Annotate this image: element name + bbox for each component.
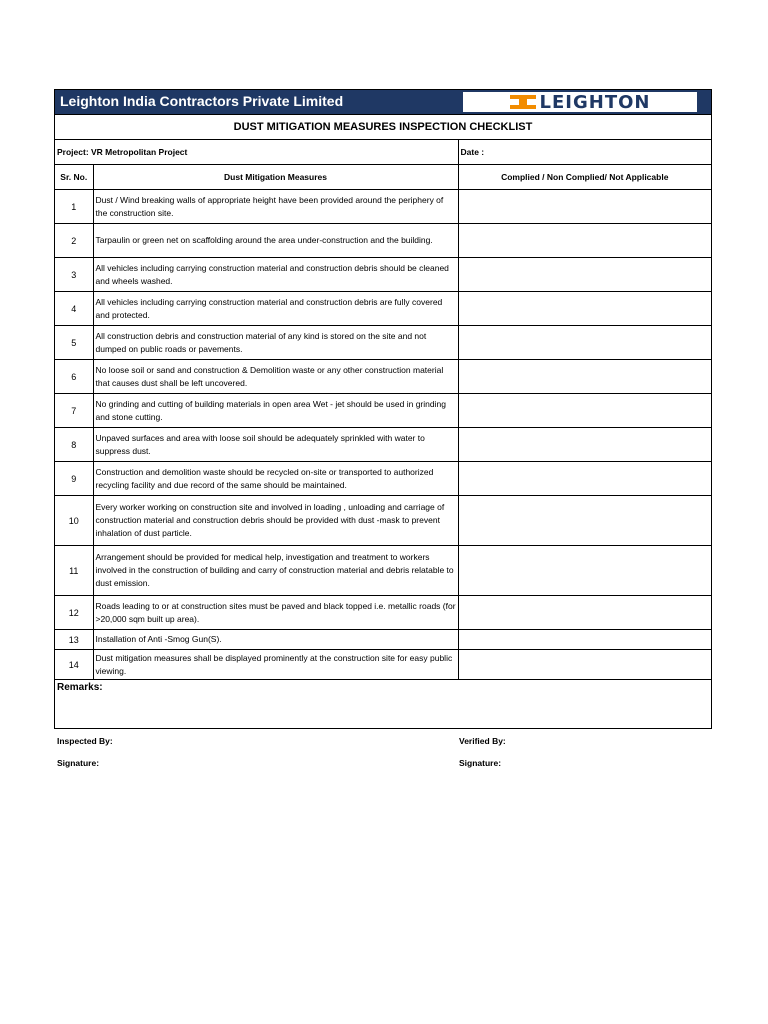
- remarks-field[interactable]: [55, 680, 711, 729]
- row-measure-text: Dust mitigation measures shall be displayed prominently at the construction site for easy public viewing.: [93, 650, 458, 680]
- row-compliance-field[interactable]: [458, 292, 711, 326]
- table-row: [55, 596, 711, 630]
- row-sr-no: 7: [55, 394, 93, 428]
- col-measures: Dust Mitigation Measures: [93, 165, 458, 190]
- row-compliance-field[interactable]: [458, 462, 711, 496]
- table-row: [55, 224, 711, 258]
- row-measure-text: Installation of Anti -Smog Gun(S).: [93, 630, 458, 650]
- row-compliance-field[interactable]: [458, 190, 711, 224]
- verified-by-label: Verified By:: [459, 736, 506, 746]
- table-row: [55, 360, 711, 394]
- row-compliance-field[interactable]: [458, 650, 711, 680]
- table-row: [55, 462, 711, 496]
- row-compliance-field[interactable]: [458, 596, 711, 630]
- row-sr-no: 3: [55, 258, 93, 292]
- row-sr-no: 4: [55, 292, 93, 326]
- table-row: [55, 496, 711, 546]
- project-row: [55, 140, 711, 165]
- table-row: [55, 326, 711, 360]
- project-label: Project: VR Metropolitan Project: [55, 140, 458, 165]
- row-sr-no: 11: [55, 546, 93, 596]
- row-sr-no: 12: [55, 596, 93, 630]
- col-status: Complied / Non Complied/ Not Applicable: [458, 165, 711, 190]
- row-measure-text: All vehicles including carrying construction material and construction debris are fully covered and protected.: [93, 292, 458, 326]
- row-measure-text: Arrangement should be provided for medical help, investigation and treatment to workers involved in the construction of building and carry of construction material and debris relatable to dust emission.: [93, 546, 458, 596]
- row-measure-text: Construction and demolition waste should be recycled on-site or transported to authorized recycling facility and due record of the same should be maintained.: [93, 462, 458, 496]
- row-sr-no: 1: [55, 190, 93, 224]
- logo-text: LEIGHTON: [539, 91, 651, 113]
- row-measure-text: Every worker working on construction site and involved in loading , unloading and carriage of construction material and construction debris should be provided with dust -mask to prevent inhalation of dust particle.: [93, 496, 458, 546]
- table-row: [55, 546, 711, 596]
- leighton-logo: [463, 92, 697, 112]
- remarks-label: Remarks:: [57, 682, 103, 693]
- date-label[interactable]: Date :: [458, 140, 711, 165]
- row-measure-text: Roads leading to or at construction sites must be paved and black topped i.e. metallic roads (for >20,000 sqm built up area).: [93, 596, 458, 630]
- table-row: [55, 630, 711, 650]
- row-sr-no: 13: [55, 630, 93, 650]
- table-row: [55, 650, 711, 680]
- row-compliance-field[interactable]: [458, 496, 711, 546]
- column-header-row: [55, 165, 711, 190]
- row-measure-text: Tarpaulin or green net on scaffolding around the area under-construction and the building.: [93, 224, 458, 258]
- row-compliance-field[interactable]: [458, 224, 711, 258]
- row-compliance-field[interactable]: [458, 258, 711, 292]
- row-measure-text: No grinding and cutting of building materials in open area Wet - jet should be used in grinding and stone cutting.: [93, 394, 458, 428]
- inspected-by-label: Inspected By:: [57, 736, 113, 746]
- row-compliance-field[interactable]: [458, 428, 711, 462]
- signature-right-label: Signature:: [459, 758, 502, 768]
- table-row: [55, 258, 711, 292]
- row-measure-text: Dust / Wind breaking walls of appropriate height have been provided around the periphery of the construction site.: [93, 190, 458, 224]
- page-title: DUST MITIGATION MEASURES INSPECTION CHECKLIST: [55, 115, 711, 140]
- row-compliance-field[interactable]: [458, 360, 711, 394]
- row-measure-text: No loose soil or sand and construction & Demolition waste or any other construction material that causes dust shall be left uncovered.: [93, 360, 458, 394]
- row-sr-no: 5: [55, 326, 93, 360]
- row-sr-no: 6: [55, 360, 93, 394]
- row-compliance-field[interactable]: [458, 630, 711, 650]
- checklist-table: [55, 140, 711, 728]
- row-sr-no: 9: [55, 462, 93, 496]
- signature-left-label: Signature:: [57, 758, 100, 768]
- col-sr-no: Sr. No.: [55, 165, 93, 190]
- table-row: [55, 190, 711, 224]
- row-measure-text: Unpaved surfaces and area with loose soil should be adequately sprinkled with water to suppress dust.: [93, 428, 458, 462]
- company-name: Leighton India Contractors Private Limited: [60, 93, 344, 109]
- row-compliance-field[interactable]: [458, 546, 711, 596]
- table-row: [55, 292, 711, 326]
- row-compliance-field[interactable]: [458, 326, 711, 360]
- checklist-sheet: [54, 89, 712, 729]
- table-row: [55, 428, 711, 462]
- row-sr-no: 2: [55, 224, 93, 258]
- row-sr-no: 14: [55, 650, 93, 680]
- row-measure-text: All vehicles including carrying construction material and construction debris should be cleaned and wheels washed.: [93, 258, 458, 292]
- row-sr-no: 10: [55, 496, 93, 546]
- leighton-logo-icon: [510, 95, 536, 109]
- row-compliance-field[interactable]: [458, 394, 711, 428]
- company-header: [55, 90, 711, 115]
- table-row: [55, 394, 711, 428]
- row-sr-no: 8: [55, 428, 93, 462]
- row-measure-text: All construction debris and construction material of any kind is stored on the site and not dumped on public roads or pavements.: [93, 326, 458, 360]
